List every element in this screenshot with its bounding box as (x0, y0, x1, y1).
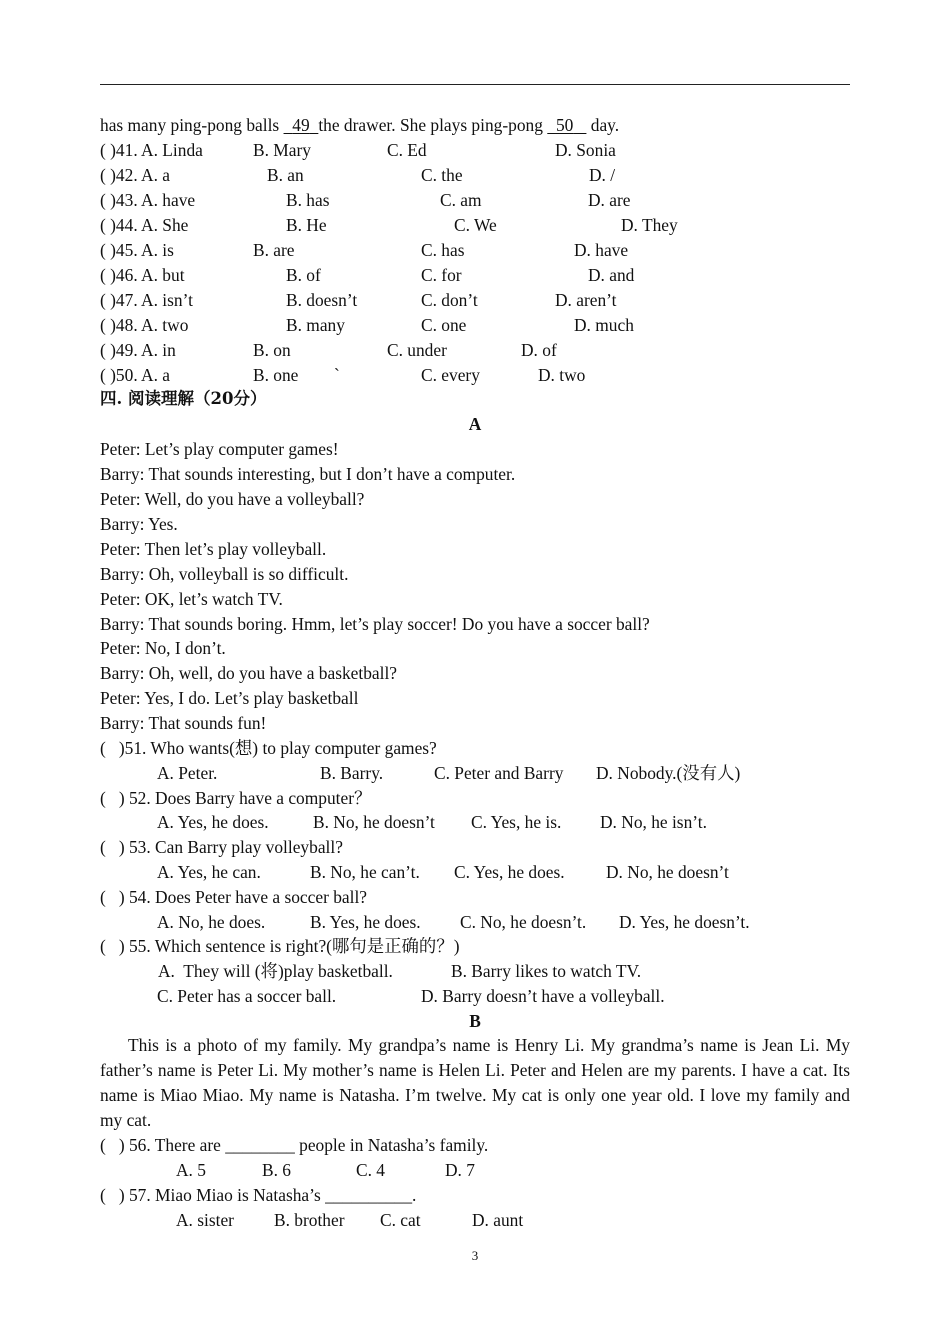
option-d: D. much (574, 315, 634, 335)
option-b: B. on (253, 340, 291, 360)
cloze-question-45 (100, 238, 860, 262)
option-b: B. has (286, 190, 330, 210)
option-d: D. aunt (472, 1210, 524, 1230)
cloze-question-49 (100, 338, 860, 362)
question-55-stem: ( ) 55. Which sentence is right?(哪句是正确的？) (100, 936, 460, 956)
option-a: A. sister (176, 1210, 234, 1230)
question-number: ( )43. A. have (100, 190, 196, 210)
option-b: B. are (253, 240, 295, 260)
option-d: D. 7 (445, 1160, 475, 1180)
option-d: D. have (574, 240, 629, 260)
option-d: D. Sonia (555, 140, 616, 160)
option-b: B. brother (274, 1210, 345, 1230)
question-54-stem: ( ) 54. Does Peter have a soccer ball? (100, 887, 368, 907)
option-b: B. one (253, 365, 299, 385)
question-number: ( )49. A. in (100, 340, 176, 360)
option-d: D. No, he doesn’t (606, 862, 729, 882)
option-a: A. Peter. (157, 763, 218, 783)
page-number: 3 (471, 1248, 479, 1263)
question-52-stem: ( ) 52. Does Barry have a computer？ (100, 788, 372, 808)
question-number: ( )50. A. a (100, 365, 171, 385)
option-c: C. Yes, he does. (454, 862, 565, 882)
cloze-question-48 (100, 313, 860, 337)
cloze-question-42 (100, 163, 860, 187)
option-c: C. am (440, 190, 482, 210)
question-54-options (100, 910, 860, 934)
dialogue-line: Peter: No, I don’t. (100, 638, 226, 658)
question-51-options (100, 761, 860, 785)
option-d: D. / (589, 165, 616, 185)
passage-b-label: B (469, 1011, 481, 1031)
dialogue-line: Barry: That sounds fun! (100, 713, 267, 733)
cloze-line-text: has many ping-pong balls 49 the drawer. She plays ping-pong 50 day. (100, 115, 620, 135)
option-b: B. Barry likes to watch TV. (451, 961, 642, 981)
option-d: D. aren’t (555, 290, 617, 310)
option-b: B. Mary (253, 140, 311, 160)
option-d: D. Barry doesn’t have a volleyball. (421, 986, 665, 1006)
dialogue-line: Peter: Well, do you have a volleyball? (100, 489, 365, 509)
cloze-question-43 (100, 188, 860, 212)
question-number: ( )44. A. She (100, 215, 189, 235)
question-56-options (100, 1158, 860, 1182)
option-d: D. Yes, he doesn’t. (619, 912, 750, 932)
option-b: B. doesn’t (286, 290, 358, 310)
blank-49: 49 (292, 115, 310, 135)
option-d: D. No, he isn’t. (600, 812, 707, 832)
option-c: C. Yes, he is. (471, 812, 562, 832)
option-d: D. They (621, 215, 678, 235)
option-c: C. has (421, 240, 465, 260)
option-b: B. Barry. (320, 763, 384, 783)
cloze-question-41 (100, 138, 860, 162)
option-b: B. an (267, 165, 304, 185)
dialogue-line: Barry: That sounds interesting, but I don’t have a computer. (100, 464, 516, 484)
question-number: ( )41. A. Linda (100, 140, 203, 160)
dialogue-line: Barry: Oh, volleyball is so difficult. (100, 564, 349, 584)
dialogue-line: Barry: Oh, well, do you have a basketball? (100, 663, 397, 683)
stray-mark: ` (334, 365, 340, 385)
question-number: ( )46. A. but (100, 265, 185, 285)
question-55-options-row2 (100, 984, 860, 1008)
option-c: C. We (454, 215, 497, 235)
option-b: B. of (286, 265, 321, 285)
dialogue-line: Peter: Let’s play computer games! (100, 439, 339, 459)
question-56-stem: ( ) 56. There are ________ people in Natasha’s family. (100, 1135, 489, 1155)
option-a: A. No, he does. (157, 912, 266, 932)
cloze-question-44 (100, 213, 860, 237)
option-c: C. cat (380, 1210, 421, 1230)
question-57-options (100, 1208, 860, 1232)
dialogue-line: Peter: Yes, I do. Let’s play basketball (100, 688, 359, 708)
option-c: C. the (421, 165, 463, 185)
cloze-question-46 (100, 263, 860, 287)
question-number: ( )48. A. two (100, 315, 189, 335)
question-number: ( )42. A. a (100, 165, 171, 185)
question-57-stem: ( ) 57. Miao Miao is Natasha’s __________. (100, 1185, 417, 1205)
option-b: B. many (286, 315, 345, 335)
question-52-options (100, 810, 860, 834)
option-a: A. 5 (176, 1160, 206, 1180)
header-rule (100, 84, 850, 85)
dialogue-line: Barry: Yes. (100, 514, 178, 534)
option-c: C. No, he doesn’t. (460, 912, 587, 932)
question-53-options (100, 860, 860, 884)
passage-a-label: A (468, 414, 482, 434)
option-c: C. every (421, 365, 480, 385)
dialogue-line: Barry: That sounds boring. Hmm, let’s play soccer! Do you have a soccer ball? (100, 614, 650, 634)
option-b: B. No, he can’t. (310, 862, 420, 882)
passage-b-text: This is a photo of my family. My grandpa’s name is Henry Li. My grandma’s name is Jean Li. My father’s name is Peter Li. My mother’s name is Helen Li. Peter and Helen are my parents. I have a cat. Its name is Miao Miao. My name is Natasha. I’m twelve. My cat is only one year old. I love my family and my cat. (100, 1035, 850, 1130)
option-d: D. two (538, 365, 586, 385)
option-d: D. are (588, 190, 631, 210)
option-c: C. Peter has a soccer ball. (157, 986, 337, 1006)
dialogue-line: Peter: Then let’s play volleyball. (100, 539, 327, 559)
cloze-question-50 (100, 363, 860, 387)
option-a: A. They will (将)play basketball. (158, 961, 393, 981)
section-title: 四. 阅读理解（20分） (100, 389, 267, 408)
cloze-passage-end (100, 113, 619, 137)
blank-50: 50 (555, 115, 574, 135)
option-b: B. No, he doesn’t (313, 812, 435, 832)
question-55-options-row1 (100, 959, 860, 983)
option-d: D. of (521, 340, 557, 360)
option-c: C. Peter and Barry (434, 763, 564, 783)
question-number: ( )45. A. is (100, 240, 174, 260)
option-c: C. don’t (421, 290, 478, 310)
dialogue-line: Peter: OK, let’s watch TV. (100, 589, 283, 609)
cloze-question-47 (100, 288, 860, 312)
option-b: B. He (286, 215, 327, 235)
option-d: D. Nobody.(没有人) (596, 763, 741, 783)
option-b: B. 6 (262, 1160, 291, 1180)
option-c: C. Ed (387, 140, 427, 160)
option-c: C. one (421, 315, 467, 335)
option-c: C. under (387, 340, 447, 360)
question-number: ( )47. A. isn’t (100, 290, 193, 310)
option-d: D. and (588, 265, 635, 285)
option-b: B. Yes, he does. (310, 912, 421, 932)
option-a: A. Yes, he does. (157, 812, 269, 832)
option-c: C. 4 (356, 1160, 385, 1180)
question-51-stem: ( )51. Who wants(想) to play computer games? (100, 738, 437, 758)
question-53-stem: ( ) 53. Can Barry play volleyball? (100, 837, 343, 857)
option-a: A. Yes, he can. (157, 862, 261, 882)
option-c: C. for (421, 265, 462, 285)
